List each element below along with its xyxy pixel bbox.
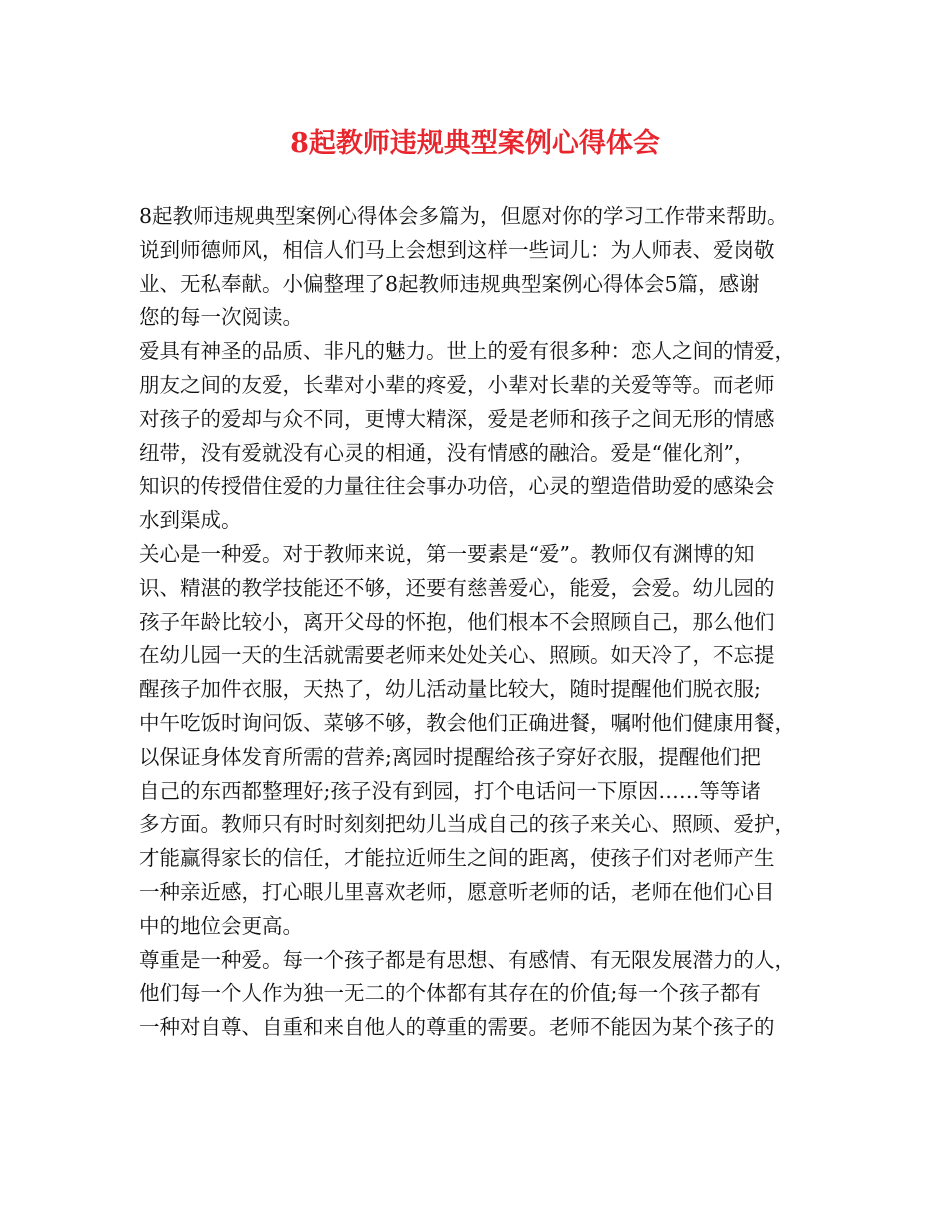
text-line: 朋友之间的友爱，长辈对小辈的疼爱，小辈对长辈的关爱等等。而老师: [139, 372, 775, 397]
text-line: 一种亲近感，打心眼儿里喜欢老师，愿意听老师的话，老师在他们心目: [139, 879, 775, 904]
text-line: 您的每一次阅读。: [139, 305, 303, 330]
text-line: 以保证身体发育所需的营养;离园时提醒给孩子穿好衣服，提醒他们把: [139, 744, 761, 769]
text-line: 爱具有神圣的品质、非凡的魅力。世上的爱有很多种：恋人之间的情爱，: [139, 339, 795, 364]
text-line: 业、无私奉献。小偏整理了8起教师违规典型案例心得体会5篇，感谢: [139, 271, 760, 296]
text-line: 中的地位会更高。: [139, 913, 303, 938]
text-line: 孩子年龄比较小，离开父母的怀抱，他们根本不会照顾自己，那么他们: [139, 609, 775, 634]
text-line: 尊重是一种爱。每一个孩子都是有思想、有感情、有无限发展潜力的人，: [139, 947, 795, 972]
text-line: 纽带，没有爱就没有心灵的相通，没有情感的融洽。爱是“催化剂”，: [139, 440, 755, 465]
text-line: 知识的传授借住爱的力量往往会事办功倍，心灵的塑造借助爱的感染会: [139, 474, 775, 499]
text-line: 对孩子的爱却与众不同，更博大精深，爱是老师和孩子之间无形的情感: [139, 406, 775, 431]
text-line: 自己的东西都整理好;孩子没有到园，打个电话问一下原因……等等诸: [139, 778, 761, 803]
text-line: 8起教师违规典型案例心得体会多篇为，但愿对你的学习工作带来帮助。: [139, 204, 788, 228]
text-line: 才能赢得家长的信任，才能拉近师生之间的距离，使孩子们对老师产生: [139, 846, 775, 871]
text-line: 在幼儿园一天的生活就需要老师来处处关心、照顾。如天冷了，不忘提: [139, 643, 775, 668]
text-line: 一种对自尊、自重和来自他人的尊重的需要。老师不能因为某个孩子的: [139, 1015, 775, 1040]
text-line: 关心是一种爱。对于教师来说，第一要素是“爱”。教师仅有渊博的知: [139, 541, 755, 566]
document-title: 8起教师违规典型案例心得体会: [290, 128, 660, 159]
document-body: [139, 200, 815, 1045]
text-line: 水到渠成。: [139, 508, 242, 533]
text-line: 说到师德师风，相信人们马上会想到这样一些词儿：为人师表、爱岗敬: [139, 237, 775, 262]
text-line: 醒孩子加件衣服，天热了，幼儿活动量比较大，随时提醒他们脱衣服;: [139, 677, 761, 702]
text-line: 他们每一个人作为独一无二的个体都有其存在的价值;每一个孩子都有: [139, 981, 761, 1006]
text-line: 中午吃饭时询问饭、菜够不够，教会他们正确进餐，嘱咐他们健康用餐，: [139, 710, 795, 735]
text-line: 多方面。教师只有时时刻刻把幼儿当成自己的孩子来关心、照顾、爱护，: [139, 812, 795, 837]
text-line: 识、精湛的教学技能还不够，还要有慈善爱心，能爱，会爱。幼儿园的: [139, 575, 775, 600]
